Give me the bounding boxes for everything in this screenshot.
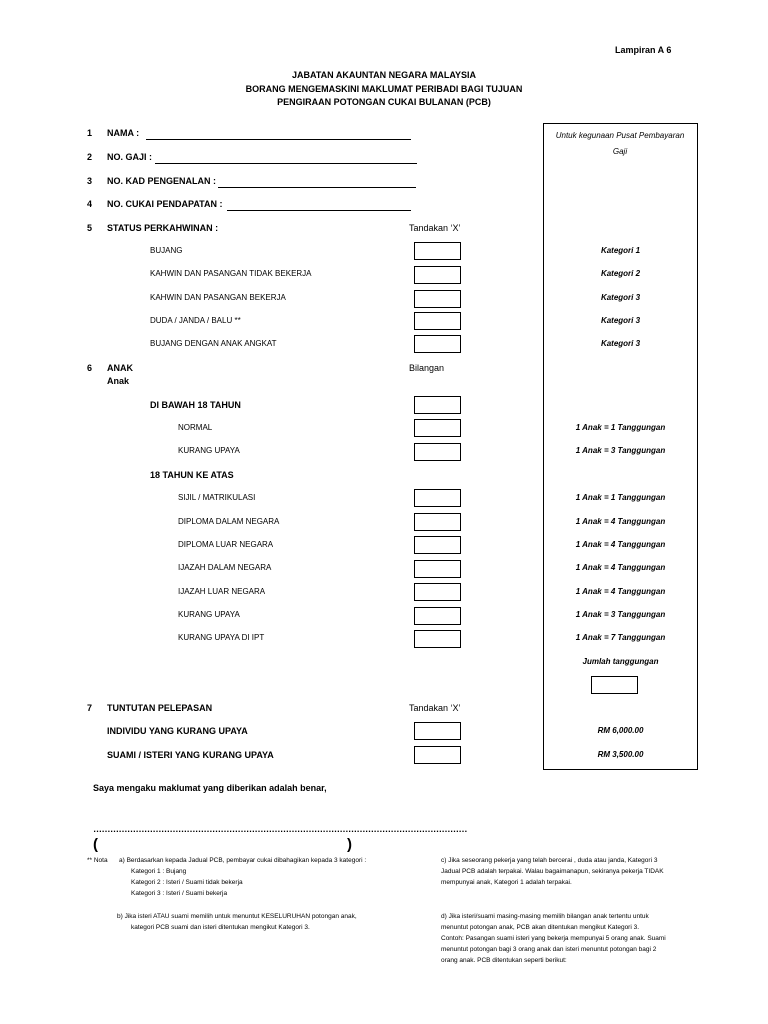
dependant-rate: 1 Anak = 7 Tanggungan [575,633,666,642]
note-d-line: menuntut potongan anak, PCB akan ditentukan mengikut Kategori 3. [441,924,640,931]
children-heading: ANAK [107,363,133,373]
note-a-line: Kategori 3 : Isteri / Suami bekerja [131,890,228,897]
category-text: Kategori 2 [600,269,641,278]
relief-amount: RM 3,500.00 [597,750,644,759]
dependant-rate: 1 Anak = 4 Tanggungan [575,517,666,526]
relief-option-label: INDIVIDU YANG KURANG UPAYA [107,726,248,736]
name-label: NAMA : [107,128,140,138]
children-subheading: Anak [107,376,130,386]
section-num: 6 [87,363,93,373]
note-a-line: Kategori 1 : Bujang [131,868,187,875]
relief-option-label: SUAMI / ISTERI YANG KURANG UPAYA [107,750,274,760]
child-count-box[interactable] [414,419,461,437]
note-d-line: orang anak. PCB ditentukan seperti berikut: [441,957,567,964]
child-count-box[interactable] [414,630,461,648]
tax-no-label: NO. CUKAI PENDAPATAN : [107,199,223,209]
note-b-line: b) Jika isteri ATAU suami memilih untuk menuntut KESELURUHAN potongan anak, [117,913,357,920]
name-input[interactable] [146,130,411,140]
dependant-rate: 1 Anak = 4 Tanggungan [575,540,666,549]
relief-checkbox[interactable] [414,746,461,764]
category-text: Kategori 3 [600,316,641,325]
status-option-label: BUJANG [150,246,183,255]
total-dependants-box[interactable] [591,676,638,694]
child-type-label: KURANG UPAYA DI IPT [178,633,265,642]
child-type-label: DIPLOMA DALAM NEGARA [178,517,280,526]
dependant-rate: 1 Anak = 1 Tanggungan [575,493,666,502]
header-line-1: JABATAN AKAUNTAN NEGARA MALAYSIA [292,70,476,80]
dependant-rate: 1 Anak = 4 Tanggungan [575,563,666,572]
category-text: Kategori 1 [600,246,641,255]
child-type-label: DIPLOMA LUAR NEGARA [178,540,274,549]
ic-no-label: NO. KAD PENGENALAN : [107,176,217,186]
note-c-line: mempunyai anak, Kategori 1 adalah terpakai. [441,879,572,886]
relief-checkbox[interactable] [414,722,461,740]
mark-x-label: Tandakan ‘X’ [409,703,461,713]
note-c-line: c) Jika seseorang pekerja yang telah bercerai , duda atau janda, Kategori 3 [441,857,658,864]
relief-amount: RM 6,000.00 [597,726,644,735]
child-count-box[interactable] [414,443,461,461]
notes-prefix: ** Nota [87,857,108,864]
status-checkbox[interactable] [414,242,461,260]
signature-line[interactable]: …………………………………………………………………………………………………………………… [93,824,467,834]
status-option-label: KAHWIN DAN PASANGAN BEKERJA [150,293,286,302]
field-num: 3 [87,176,93,186]
relief-heading: TUNTUTAN PELEPASAN [107,703,213,713]
total-dependants-label: Jumlah tanggungan [582,657,659,666]
status-option-label: DUDA / JANDA / BALU ** [150,316,241,325]
section-num: 5 [87,223,93,233]
child-count-box[interactable] [414,583,461,601]
dependant-rate: 1 Anak = 3 Tanggungan [575,446,666,455]
child-type-label: NORMAL [178,423,213,432]
lampiran-label: Lampiran A 6 [615,45,672,55]
ic-no-input[interactable] [218,178,416,188]
status-checkbox[interactable] [414,290,461,308]
tax-no-input[interactable] [227,201,411,211]
note-d-line: menuntut potongan bagi 3 orang anak dan isteri menuntut potongan bagi 2 [441,946,657,953]
note-d-line: d) Jika isteri/suami masing-masing memilih bilangan anak tertentu untuk [441,913,649,920]
child-type-label: IJAZAH DALAM NEGARA [178,563,272,572]
marital-status-heading: STATUS PERKAHWINAN : [107,223,219,233]
field-num: 2 [87,152,93,162]
over-18-heading: 18 TAHUN KE ATAS [150,470,234,480]
section-num: 7 [87,703,93,713]
category-text: Kategori 3 [600,293,641,302]
category-text: Kategori 3 [600,339,641,348]
declaration-text: Saya mengaku maklumat yang diberikan adalah benar, [93,783,327,793]
child-count-box[interactable] [414,489,461,507]
note-a-line: a) Berdasarkan kepada Jadual PCB, pembayar cukai dibahagikan kepada 3 kategori : [119,857,367,864]
header-line-3: PENGIRAAN POTONGAN CUKAI BULANAN (PCB) [277,97,491,107]
child-type-label: KURANG UPAYA [178,610,240,619]
status-option-label: BUJANG DENGAN ANAK ANGKAT [150,339,277,348]
dependant-rate: 1 Anak = 1 Tanggungan [575,423,666,432]
office-use-title: Untuk kegunaan Pusat Pembayaran Gaji [555,131,685,156]
status-option-label: KAHWIN DAN PASANGAN TIDAK BEKERJA [150,269,312,278]
dependant-rate: 1 Anak = 4 Tanggungan [575,587,666,596]
under-18-heading: DI BAWAH 18 TAHUN [150,400,241,410]
count-label: Bilangan [409,363,445,373]
note-d-line: Contoh: Pasangan suami isteri yang bekerja mempunyai 5 orang anak. Suami [441,935,666,942]
child-count-box[interactable] [414,560,461,578]
under-18-count-box[interactable] [414,396,461,414]
status-checkbox[interactable] [414,312,461,330]
close-paren: ) [347,836,352,853]
child-count-box[interactable] [414,513,461,531]
status-checkbox[interactable] [414,266,461,284]
field-num: 4 [87,199,93,209]
status-checkbox[interactable] [414,335,461,353]
header-line-2: BORANG MENGEMASKINI MAKLUMAT PERIBADI BAGI TUJUAN [245,84,523,94]
open-paren: ( [93,836,98,853]
child-count-box[interactable] [414,536,461,554]
field-num: 1 [87,128,93,138]
dependant-rate: 1 Anak = 3 Tanggungan [575,610,666,619]
note-b-line: kategori PCB suami dan isteri ditentukan mengikut Kategori 3. [131,924,310,931]
salary-no-input[interactable] [155,154,417,164]
note-a-line: Kategori 2 : Isteri / Suami tidak bekerja [131,879,243,886]
mark-x-label: Tandakan ‘X’ [409,223,461,233]
salary-no-label: NO. GAJI : [107,152,153,162]
child-type-label: KURANG UPAYA [178,446,240,455]
child-type-label: IJAZAH LUAR NEGARA [178,587,266,596]
child-count-box[interactable] [414,607,461,625]
child-type-label: SIJIL / MATRIKULASI [178,493,256,502]
note-c-line: Jadual PCB adalah terpakai. Walau bagaimanapun, sekiranya pekerja TIDAK [441,868,664,875]
